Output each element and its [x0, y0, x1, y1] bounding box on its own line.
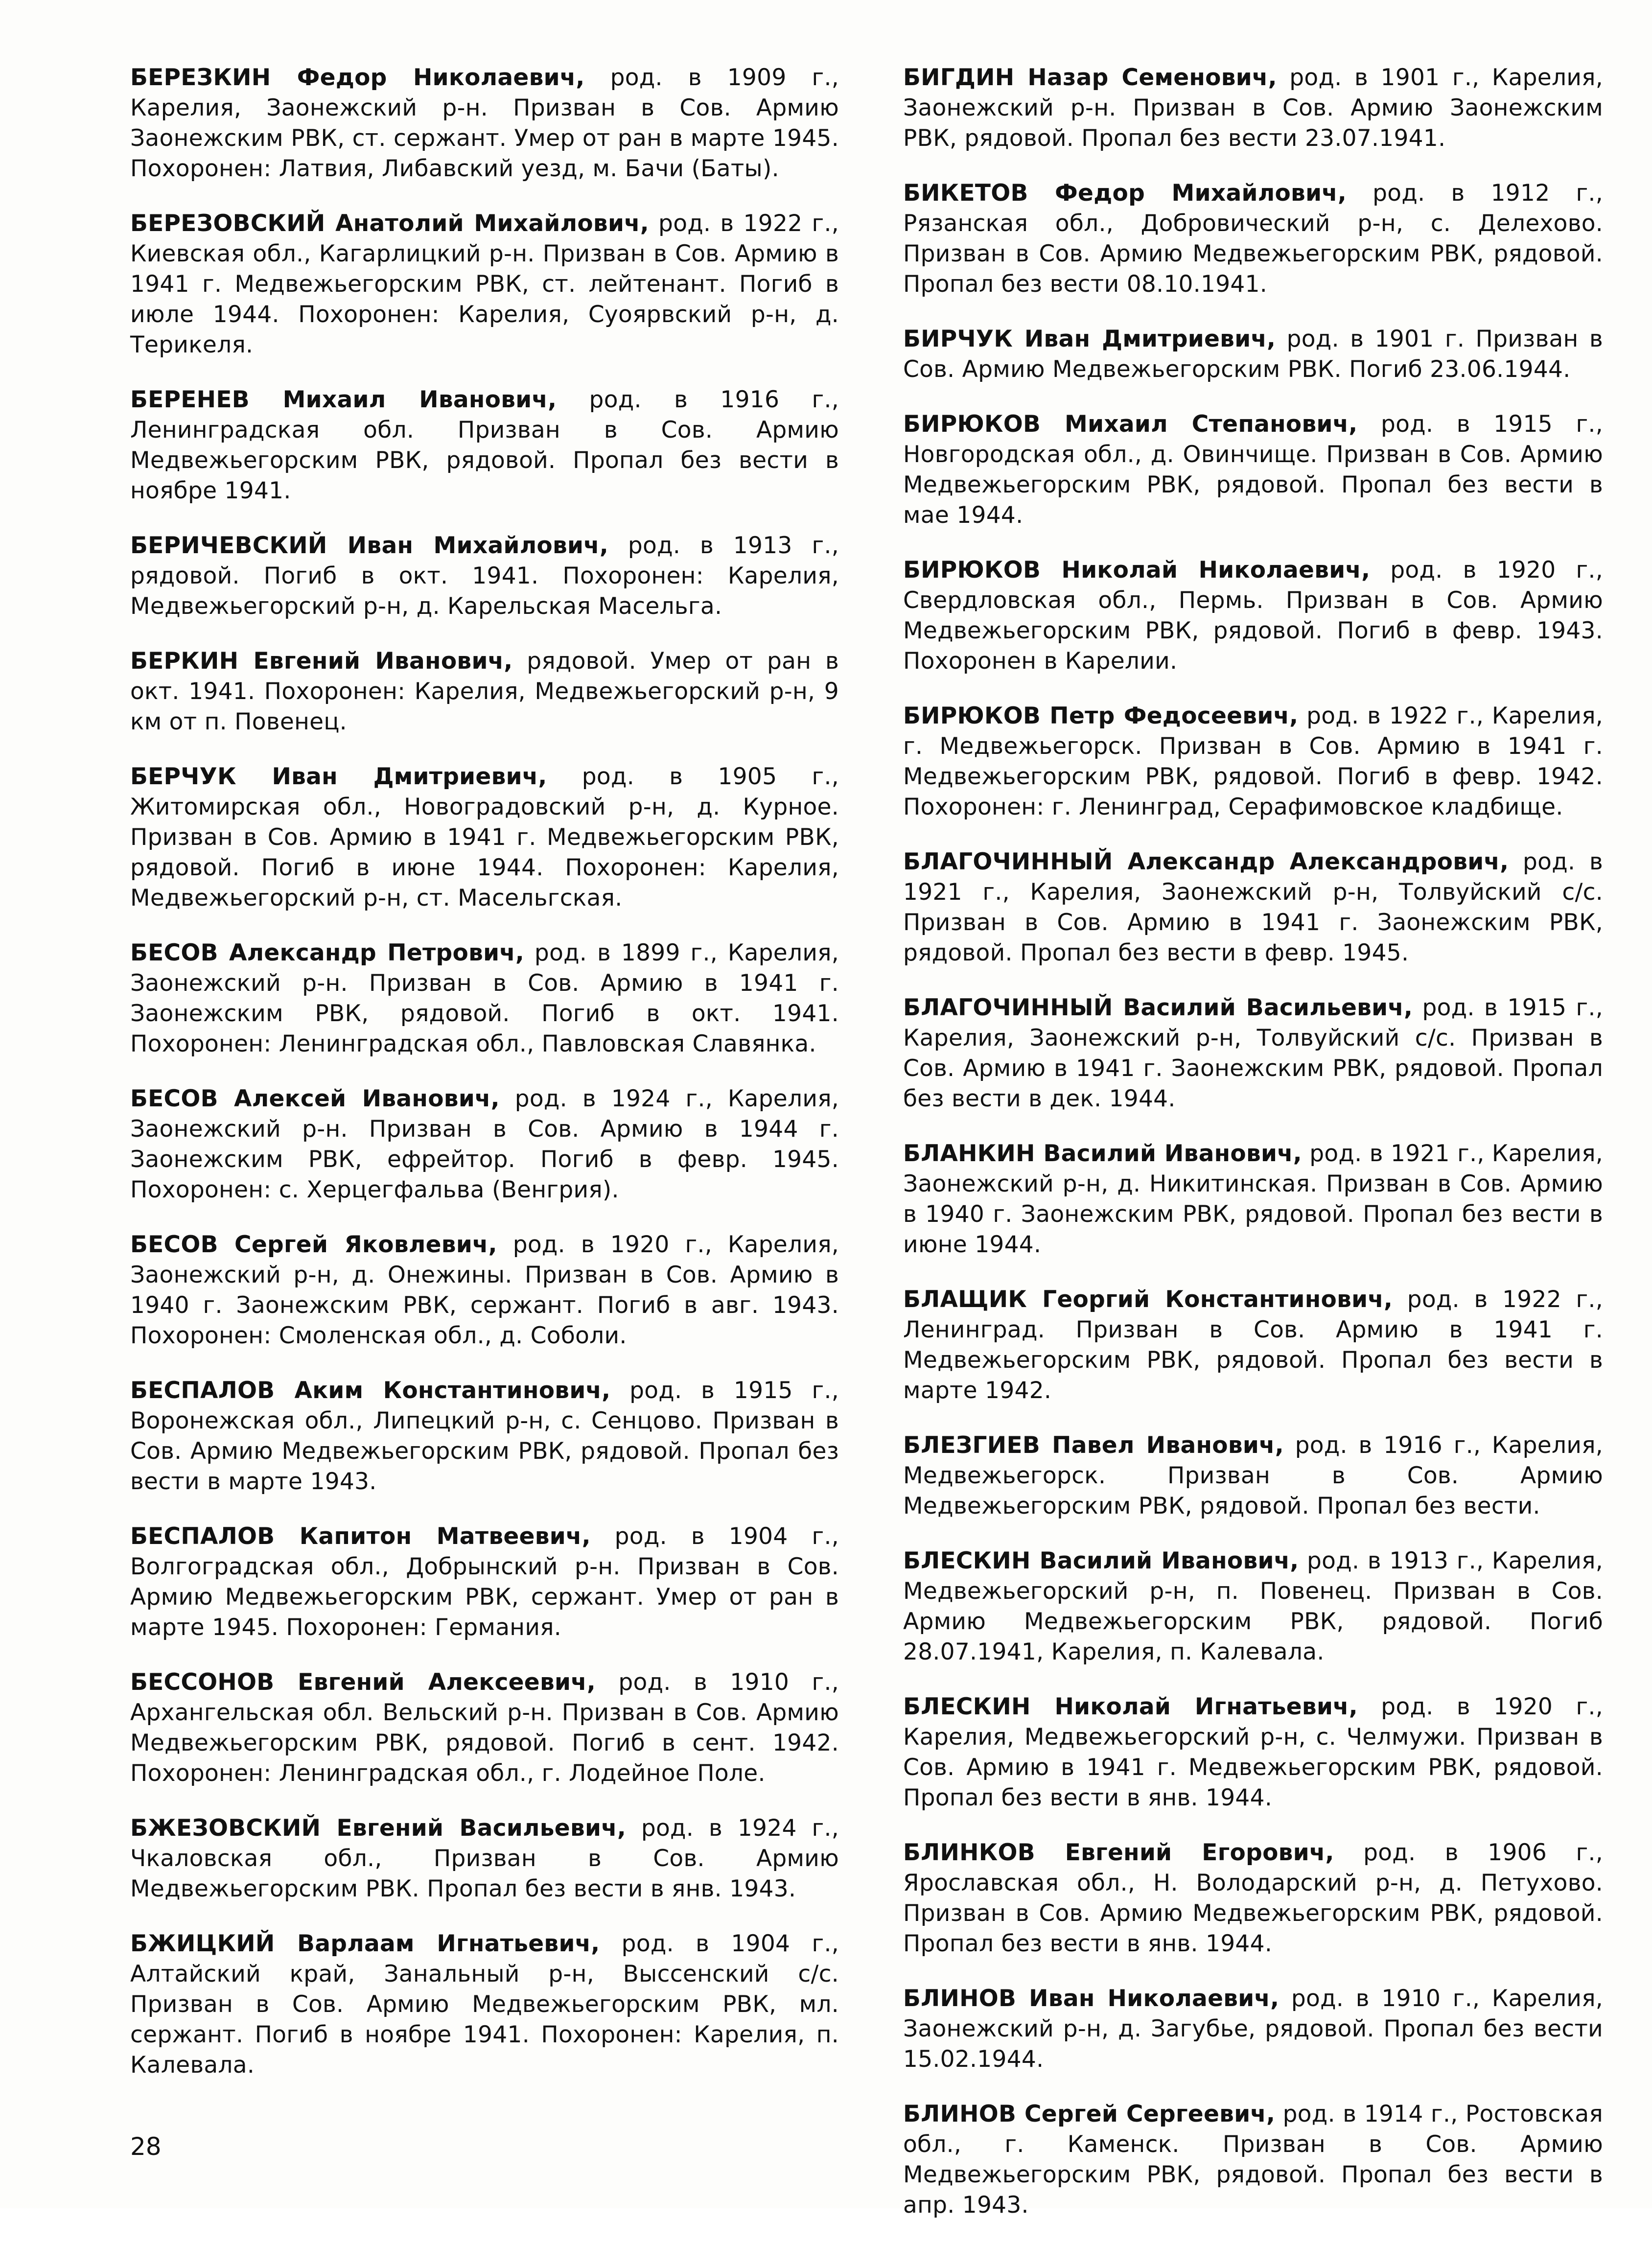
entry-text: род. в 1901 г. Призван в Сов. Армию Медвежьегорским РВК. Погиб 23.06.1944.	[903, 326, 1603, 383]
list-item	[130, 531, 839, 622]
entry-text: род. в 1924 г., Чкаловская обл., Призван в Сов. Армию Медвежьегорским РВК. Пропал без вести в янв. 1943.	[130, 1815, 839, 1902]
list-item	[903, 993, 1603, 1114]
entry-name: БЕРЕНЕВ Михаил Иванович,	[130, 386, 557, 413]
list-item	[130, 1667, 839, 1789]
entry-text: род. в 1910 г., Карелия, Заонежский р-н, д. Загубье, рядовой. Пропал без вести 15.02.1944.	[903, 1985, 1604, 2073]
entry-name: БЕСПАЛОВ Капитон Матвеевич,	[130, 1523, 591, 1550]
list-item	[903, 63, 1603, 154]
entry-name: БЛЕСКИН Василий Иванович,	[903, 1547, 1299, 1574]
entry-text: род. в 1924 г., Карелия, Заонежский р-н. Призван в Сов. Армию в 1944 г. Заонежским РВК, ефрейтор. Погиб в февр. 1945. Похоронен: с. Херцегфальва (Венгрия).	[130, 1085, 839, 1203]
entry-name: БЕРИЧЕВСКИЙ Иван Михайлович,	[130, 532, 609, 559]
entry-name: БИРЮКОВ Михаил Степанович,	[903, 411, 1358, 438]
entry-text: род. в 1904 г., Волгоградская обл., Добрынский р-н. Призван в Сов. Армию Медвежьегорским РВК, сержант. Умер от ран в марте 1945. Похоронен: Германия.	[130, 1523, 839, 1641]
list-item	[903, 701, 1603, 822]
entry-name: БИРЧУК Иван Дмитриевич,	[903, 326, 1276, 352]
entry-name: БЛИНКОВ Евгений Егорович,	[903, 1839, 1334, 1866]
list-item	[903, 409, 1603, 531]
list-item	[130, 385, 839, 506]
entry-text: род. в 1916 г., Карелия, Медвежьегорск. Призван в Сов. Армию Медвежьегорским РВК, рядовой. Пропал без вести.	[903, 1432, 1604, 1520]
entry-text: род. в 1922 г., Киевская обл., Кагарлицкий р-н. Призван в Сов. Армию в 1941 г. Медвежьегорским РВК, ст. лейтенант. Погиб в июле 1944. Похоронен: Карелия, Суоярвский р-н, д. Терикеля.	[130, 210, 839, 358]
entry-name: БЕРЕЗКИН Федор Николаевич,	[130, 64, 585, 91]
list-item	[903, 178, 1603, 300]
entry-text: род. в 1920 г., Карелия, Медвежьегорский р-н, с. Челмужи. Призван в Сов. Армию в 1941 г. Медвежьегорским РВК, рядовой. Пропал без вести в янв. 1944.	[903, 1693, 1603, 1811]
page-number: 28	[130, 2132, 162, 2161]
entry-name: БЕСОВ Александр Петрович,	[130, 939, 525, 966]
entry-name: БЛЕСКИН Николай Игнатьевич,	[903, 1693, 1358, 1720]
entry-text: род. в 1912 г., Рязанская обл., Добровичеcкий р-н, с. Делехово. Призван в Сов. Армию Медвежьегорским РВК, рядовой. Пропал без вести 08.10.1941.	[903, 180, 1603, 298]
entry-text: род. в 1916 г., Ленинградская обл. Призван в Сов. Армию Медвежьегорским РВК, рядовой. Пропал без вести в ноябре 1941.	[130, 386, 839, 504]
entry-name: БЛАГОЧИННЫЙ Василий Васильевич,	[903, 994, 1413, 1021]
entry-name: БИКЕТОВ Федор Михайлович,	[903, 180, 1347, 207]
entry-text: род. в 1920 г., Карелия, Заонежский р-н, д. Онежины. Призван в Сов. Армию в 1940 г. Заонежским РВК, сержант. Погиб в авг. 1943. Похоронен: Смоленская обл., д. Соболи.	[130, 1231, 839, 1349]
entry-text: род. в 1922 г., Карелия, г. Медвежьегорск. Призван в Сов. Армию в 1941 г. Медвежьегорским РВК, рядовой. Погиб в февр. 1942. Похоронен: г. Ленинград, Серафимовское кладбище.	[903, 702, 1604, 820]
entry-text: род. в 1915 г., Новгородская обл., д. Овинчище. Призван в Сов. Армию Медвежьегорским РВК, рядовой. Пропал без вести в мае 1944.	[903, 411, 1603, 529]
entry-text: род. в 1901 г., Карелия, Заонежский р-н. Призван в Сов. Армию Заонежским РВК, рядовой. Пропал без вести 23.07.1941.	[903, 64, 1603, 152]
list-item	[130, 1521, 839, 1643]
entry-name: БЛИНОВ Сергей Сергеевич,	[903, 2101, 1276, 2128]
entry-name: БЕРКИН Евгений Иванович,	[130, 648, 513, 675]
entry-text: род. в 1906 г., Ярославская обл., Н. Володарский р-н, д. Петухово. Призван в Сов. Армию Медвежьегорским РВК, рядовой. Пропал без вести в янв. 1944.	[903, 1839, 1603, 1957]
entry-text: рядовой. Умер от ран в окт. 1941. Похоронен: Карелия, Медвежьегорский р-н, 9 км от п. Повенец.	[130, 648, 839, 735]
entry-name: БЛЕЗГИЕВ Павел Иванович,	[903, 1432, 1284, 1459]
list-item	[903, 2099, 1603, 2221]
entry-text: род. в 1915 г., Воронежская обл., Липецкий р-н, с. Сенцово. Призван в Сов. Армию Медвежьегорским РВК, рядовой. Пропал без вести в марте 1943.	[130, 1377, 839, 1495]
list-item	[903, 847, 1603, 968]
entry-text: род. в 1920 г., Свердловская обл., Пермь. Призван в Сов. Армию Медвежьегорским РВК, рядовой. Погиб в февр. 1943. Похоронен в Карелии.	[903, 557, 1603, 675]
entry-text: род. в 1905 г., Житомирская обл., Новоградовский р-н, д. Курное. Призван в Сов. Армию в 1941 г. Медвежьегорским РВК, рядовой. Погиб в июне 1944. Похоронен: Карелия, Медвежьегорский р-н, ст. Масельгская.	[130, 763, 839, 912]
entry-name: БЕСПАЛОВ Аким Константинович,	[130, 1377, 611, 1404]
entry-name: БИРЮКОВ Николай Николаевич,	[903, 557, 1371, 584]
entry-text: род. в 1909 г., Карелия, Заонежский р-н. Призван в Сов. Армию Заонежским РВК, ст. сержант. Умер от ран в марте 1945. Похоронен: Латвия, Либавский уезд, м. Бачи (Баты).	[130, 64, 839, 182]
entry-text: род. в 1921 г., Карелия, Заонежский р-н, д. Никитинская. Призван в Сов. Армию в 1940 г. Заонежским РВК, рядовой. Пропал без вести в июне 1944.	[903, 1140, 1604, 1258]
entry-text: род. в 1899 г., Карелия, Заонежский р-н. Призван в Сов. Армию в 1941 г. Заонежским РВК, рядовой. Погиб в окт. 1941. Похоронен: Ленинградская обл., Павловская Славянка.	[130, 939, 839, 1057]
entry-name: БЛИНОВ Иван Николаевич,	[903, 1985, 1280, 2012]
entry-text: род. в 1914 г., Ростовская обл., г. Каменск. Призван в Сов. Армию Медвежьегорским РВК, рядовой. Пропал без вести в апр. 1943.	[903, 2101, 1603, 2219]
entry-text: род. в 1904 г., Алтайский край, Занальный р-н, Выссенский с/с. Призван в Сов. Армию Медвежьегорским РВК, мл. сержант. Погиб в ноябре 1941. Похоронен: Карелия, п. Калевала.	[130, 1930, 839, 2079]
list-item	[130, 762, 839, 913]
list-item	[903, 1546, 1603, 1667]
list-item	[903, 324, 1603, 385]
list-item	[130, 63, 839, 184]
entry-text: род. в 1913 г., рядовой. Погиб в окт. 1941. Похоронен: Карелия, Медвежьегорский р-н, д. Карельская Масельга.	[130, 532, 839, 620]
list-item	[130, 1084, 839, 1205]
entry-name: БИГДИН Назар Семенович,	[903, 64, 1277, 91]
list-item	[903, 555, 1603, 677]
list-item	[903, 1430, 1603, 1521]
left-column	[130, 63, 839, 2105]
entry-name: БЛАЩИК Георгий Константинович,	[903, 1286, 1393, 1313]
entry-name: БЕРЕЗОВСКИЙ Анатолий Михайлович,	[130, 210, 649, 237]
entry-name: БЕСОВ Сергей Яковлевич,	[130, 1231, 497, 1258]
list-item	[903, 1984, 1603, 2075]
entry-name: БИРЮКОВ Петр Федосеевич,	[903, 702, 1299, 729]
entry-text: род. в 1913 г., Карелия, Медвежьегорский р-н, п. Повенец. Призван в Сов. Армию Медвежьегорским РВК, рядовой. Погиб 28.07.1941, Карелия, п. Калевала.	[903, 1547, 1603, 1665]
entry-name: БЖЕЗОВСКИЙ Евгений Васильевич,	[130, 1815, 626, 1842]
list-item	[130, 209, 839, 360]
entry-text: род. в 1910 г., Архангельская обл. Вельский р-н. Призван в Сов. Армию Медвежьегорским РВК, рядовой. Погиб в сент. 1942. Похоронен: Ленинградская обл., г. Лодейное Поле.	[130, 1669, 839, 1787]
list-item	[903, 1692, 1603, 1813]
entry-name: БЕССОНОВ Евгений Алексеевич,	[130, 1669, 596, 1696]
list-item	[130, 1230, 839, 1351]
entry-name: БЕРЧУК Иван Дмитриевич,	[130, 763, 547, 790]
list-item	[903, 1139, 1603, 1260]
entry-name: БЛАГОЧИННЫЙ Александр Александрович,	[903, 848, 1509, 875]
list-item	[130, 646, 839, 737]
entry-text: род. в 1921 г., Карелия, Заонежский р-н, Толвуйский с/с. Призван в Сов. Армию в 1941 г. Заонежским РВК, рядовой. Пропал без вести в февр. 1945.	[903, 848, 1603, 966]
list-item	[903, 1838, 1603, 1959]
list-item	[903, 1285, 1603, 1406]
entry-name: БЕСОВ Алексей Иванович,	[130, 1085, 500, 1112]
right-column	[903, 63, 1603, 2245]
list-item	[130, 1929, 839, 2081]
entry-text: род. в 1922 г., Ленинград. Призван в Сов. Армию в 1941 г. Медвежьегорским РВК, рядовой. Пропал без вести в марте 1942.	[903, 1286, 1603, 1404]
list-item	[130, 938, 839, 1059]
entry-name: БЛАНКИН Василий Иванович,	[903, 1140, 1302, 1167]
list-item	[130, 1376, 839, 1497]
entry-name: БЖИЦКИЙ Варлаам Игнатьевич,	[130, 1930, 600, 1957]
list-item	[130, 1813, 839, 1904]
entry-text: род. в 1915 г., Карелия, Заонежский р-н, Толвуйский с/с. Призван в Сов. Армию в 1941 г. Заонежским РВК, рядовой. Пропал без вести в дек. 1944.	[903, 994, 1603, 1112]
